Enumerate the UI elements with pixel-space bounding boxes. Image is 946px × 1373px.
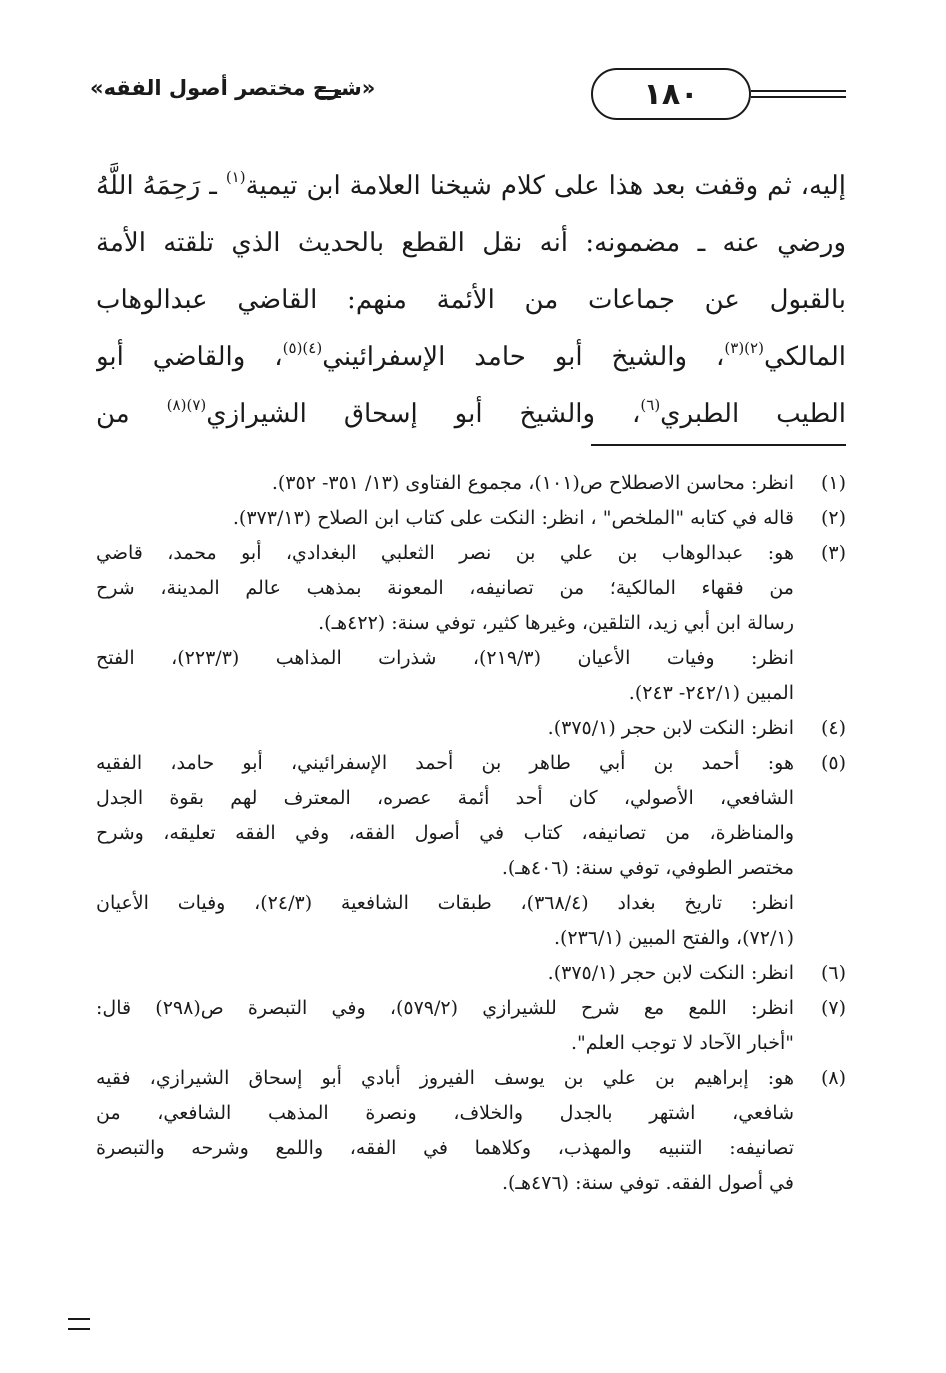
main-line [96,329,846,386]
footnote-body [96,501,794,536]
footnote-line: في أصول الفقه. توفي سنة: (٤٧٦هـ). [501,1172,794,1194]
footnote-line: شافعي، اشتهر بالجدل والخلاف، ونصرة المذهب الشافعي، من [96,1102,794,1124]
running-title: «شرح مختصر أصول الفقه» [90,76,376,100]
footnote-2 [96,501,846,536]
footnote-1 [96,466,846,501]
footnote-line: هو: إبراهيم بن علي بن يوسف الفيروز أبادي أبو إسحاق الشيرازي، فقيه [96,1067,794,1089]
page-corner-mark [68,1318,90,1330]
text-run: من [96,399,167,429]
footnote-body [96,466,794,501]
footnote-number: (٥) [820,752,846,774]
footnote-line: هو: أحمد بن أبي طاهر بن أحمد الإسفرائيني، أبو حامد، الفقيه [96,752,794,774]
footnote-body [96,991,794,1061]
footnote-line: قاله في كتابه "الملخص" ، انظر: النكت على كتاب ابن الصلاح (٣٧٣/١٣). [232,507,794,529]
footnote-line: الشافعي، الأصولي، كان أحد أئمة عصره، المعترف لهم بقوة الجدل [96,787,794,809]
footnote-line: (٧٢/١)، والفتح المبين (٢٣٦/١). [553,927,794,949]
footnote-line: انظر: وفيات الأعيان (٢١٩/٣)، شذرات المذاهب (٢٢٣/٣)، الفتح [96,647,794,669]
text-run: ، والقاضي أبو [96,342,283,372]
footnote-ref: (٢)(٣) [724,339,764,357]
footnote-ref: (٧)(٨) [166,396,207,414]
footnote-line: انظر: اللمع مع شرح للشيرازي (٥٧٩/٢)، وفي التبصرة ص(٢٩٨) قال: [96,997,794,1019]
text-run: ، والشيخ أبو إسحاق الشيرازي [206,399,641,429]
main-text [96,158,846,443]
footnote-body [96,711,794,746]
footnote-line: المبين (٢٤٢/١- ٢٤٣). [628,682,794,704]
footnote-6 [96,956,846,991]
footnote-5 [96,746,846,956]
header-rule-top-right [751,90,846,92]
footnote-line: انظر: محاسن الاصطلاح ص(١٠١)، مجموع الفتاوى (١٣/ ٣٥١- ٣٥٢). [271,472,794,494]
footnote-number: (٦) [820,962,846,984]
footnote-body [96,956,794,991]
footnote-line: انظر: النكت لابن حجر (٣٧٥/١). [547,962,794,984]
footnote-3 [96,536,846,711]
footnote-ref: (٦) [640,396,661,414]
footnotes [96,466,846,1201]
footnote-body [96,746,794,956]
footnote-7 [96,991,846,1061]
main-line [96,272,846,329]
footnote-separator [591,444,846,446]
footnote-ref: (٤)(٥) [282,339,323,357]
text-run: ورضي عنه ـ مضمونه: أنه نقل القطع بالحديث الذي تلقته الأمة [96,228,846,258]
text-run: ، والشيخ أبو حامد الإسفرائيني [322,342,725,372]
footnote-number: (١) [820,472,846,494]
footnote-line: تصانيفه: التنبيه والمهذب، وكلاهما في الفقه، واللمع وشرحه والتبصرة [96,1137,794,1159]
text-run: ـ رَحِمَهُ اللَّهُ [96,171,226,201]
footnote-line: من فقهاء المالكية؛ من تصانيفه، المعونة بمذهب عالم المدينة، شرح [96,577,794,599]
footnote-line: والمناظرة، من تصانيفه، كتاب في أصول الفقه، وفي الفقه تعليقه، وشرح [96,822,794,844]
footnote-body [96,1061,794,1201]
footnote-line: مختصر الطوفي، توفي سنة: (٤٠٦هـ). [501,857,794,879]
header-rule-bottom-right [751,96,846,98]
main-line [96,215,846,272]
footnote-number: (٢) [820,507,846,529]
footnote-line: انظر: تاريخ بغداد (٣٦٨/٤)، طبقات الشافعية (٢٤/٣)، وفيات الأعيان [96,892,794,914]
text-run: الطيب الطبري [660,399,846,429]
footnote-body [96,536,794,711]
footnote-4 [96,711,846,746]
footnote-line: هو: عبدالوهاب بن علي بن نصر الثعلبي البغدادي، أبو محمد، قاضي [96,542,794,564]
main-line [96,158,846,215]
footnote-8 [96,1061,846,1201]
footnote-line: انظر: النكت لابن حجر (٣٧٥/١). [547,717,794,739]
footnote-line: "أخبار الآحاد لا توجب العلم". [570,1032,794,1054]
footnote-number: (٣) [820,542,846,564]
text-run: إليه، ثم وقفت بعد هذا على كلام شيخنا العلامة ابن تيمية [245,171,846,201]
page-number: ١٨٠ [591,68,751,120]
text-run: المالكي [763,342,846,372]
footnote-number: (٧) [820,997,846,1019]
text-run: بالقبول عن جماعات من الأئمة منهم: القاضي عبدالوهاب [96,285,846,315]
main-line [96,386,846,443]
footnote-number: (٨) [820,1067,846,1089]
footnote-line: رسالة ابن أبي زيد، التلقين، وغيرها كثير، توفي سنة: (٤٢٢هـ). [318,612,794,634]
footnote-ref: (١) [225,168,246,186]
page-header [90,62,846,132]
footnote-number: (٤) [820,717,846,739]
